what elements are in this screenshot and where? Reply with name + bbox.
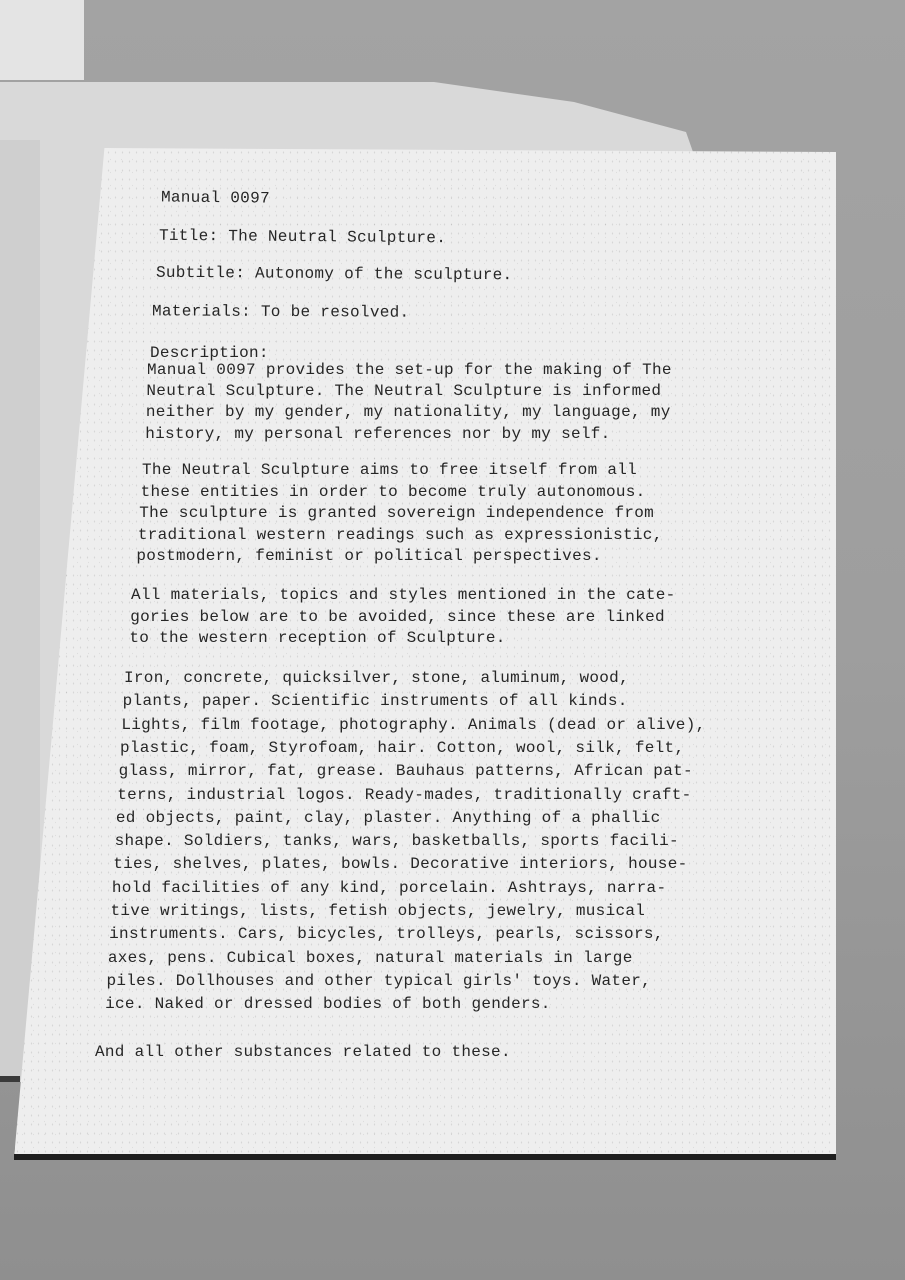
text-line: All materials, topics and styles mentioned in the cate- (131, 586, 676, 604)
closing-sentence: And all other substances related to these. (95, 1043, 511, 1061)
text-line: instruments. Cars, bicycles, trolleys, pearls, scissors, (109, 925, 664, 944)
text-line: ed objects, paint, clay, plaster. Anything of a phallic (115, 808, 661, 827)
document-title: Title: The Neutral Sculpture. (158, 226, 447, 248)
text-line: hold facilities of any kind, porcelain. Ashtrays, narra- (111, 878, 667, 897)
text-line: Iron, concrete, quicksilver, stone, aluminum, wood, (124, 669, 629, 687)
description-label: Description: (150, 344, 269, 362)
text-line: The Neutral Sculpture aims to free itself from all (142, 461, 638, 479)
manual-number: Manual 0097 (160, 188, 271, 208)
text-line: Manual 0097 provides the set-up for the making of The (147, 361, 672, 379)
text-line: these entities in order to become truly autonomous. (140, 482, 646, 501)
text-line: ice. Naked or dressed bodies of both genders. (105, 995, 551, 1014)
text-line: glass, mirror, fat, grease. Bauhaus patterns, African pat- (118, 762, 693, 781)
paper-shadow (0, 1076, 20, 1082)
text-line: axes, pens. Cubical boxes, natural materials in large (107, 948, 633, 967)
sheet-shadow (14, 1154, 836, 1160)
text-line: piles. Dollhouses and other typical girls' toys. Water, (106, 971, 652, 990)
text-line: neither by my gender, my nationality, my language, my (145, 403, 671, 422)
text-line: history, my personal references nor by my self. (145, 424, 611, 443)
text-line: postmodern, feminist or political perspectives. (136, 547, 602, 565)
document-materials: Materials: To be resolved. (151, 302, 410, 322)
text-line: gories below are to be avoided, since these are linked (130, 607, 665, 626)
text-line: terns, industrial logos. Ready-mades, traditionally craft- (117, 785, 692, 804)
text-line: Lights, film footage, photography. Animals (dead or alive), (121, 715, 706, 734)
text-line: shape. Soldiers, tanks, wars, basketballs, sports facili- (114, 832, 679, 851)
text-line: plants, paper. Scientific instruments of all kinds. (122, 692, 628, 711)
background-paper-corner (0, 0, 84, 80)
text-line: traditional western readings such as expressionistic, (137, 525, 663, 544)
text-line: plastic, foam, Styrofoam, hair. Cotton, wool, silk, felt, (119, 738, 685, 757)
document-subtitle: Subtitle: Autonomy of the sculpture. (155, 263, 513, 285)
text-line: ties, shelves, plates, bowls. Decorative interiors, house- (113, 855, 688, 874)
text-line: The sculpture is granted sovereign independence from (139, 504, 655, 522)
text-line: to the western reception of Sculpture. (129, 629, 506, 647)
text-line: Neutral Sculpture. The Neutral Sculpture is informed (146, 382, 662, 401)
text-line: tive writings, lists, fetish objects, jewelry, musical (110, 902, 646, 920)
